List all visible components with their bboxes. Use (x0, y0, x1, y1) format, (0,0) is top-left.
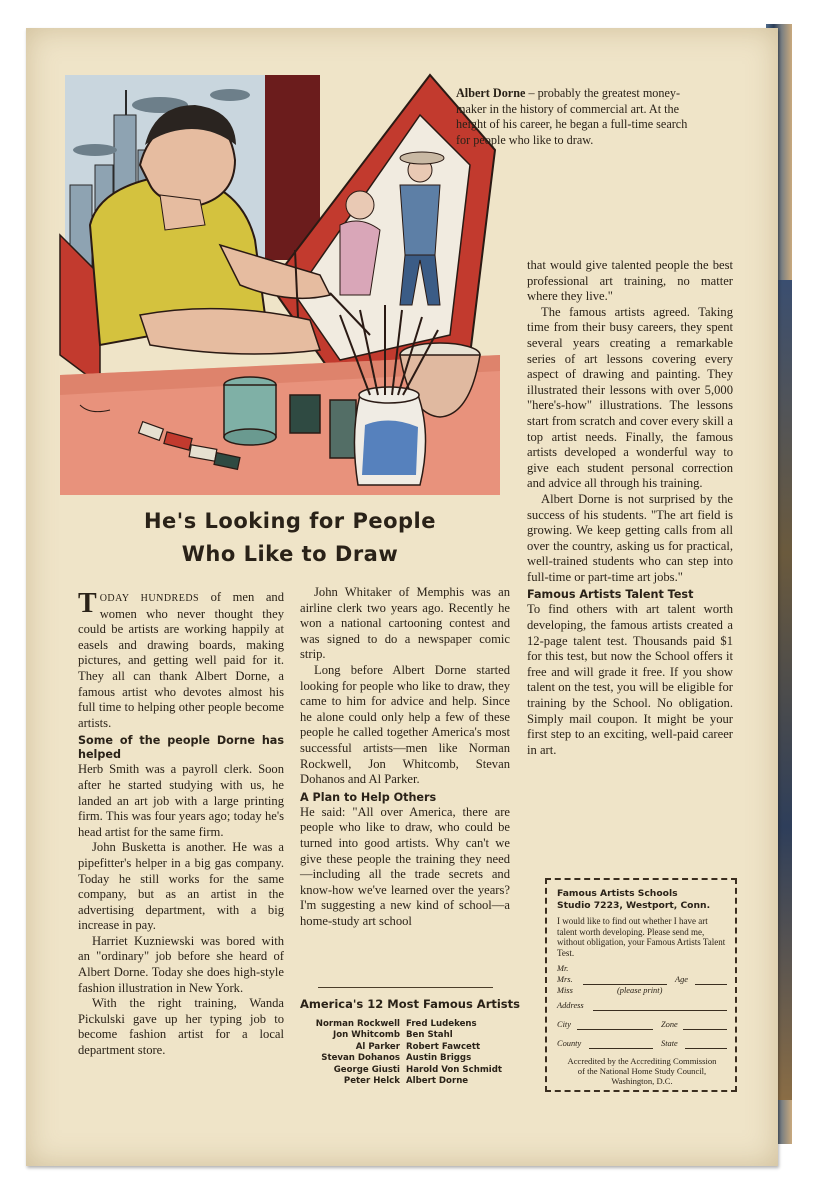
city-zone-field[interactable] (557, 1020, 727, 1031)
paragraph: Harriet Kuzniewski was bored with an "ordinary" job before she heard of Albert Dorne. Today she does high-style fashion illustration in New York. (78, 933, 284, 995)
subhead-people-helped: Some of the people Dorne has helped (78, 734, 284, 762)
paragraph: Albert Dorne is not surprised by the success of his students. "The art field is growing. We keep getting calls from all over the country, asking us for practical, well-trained students who can step into full-time or part-time art jobs." (527, 491, 733, 584)
artist-name: Austin Briggs (406, 1053, 472, 1064)
artist-name: Jon Whitcomb (333, 1030, 400, 1041)
headline-line-1: He's Looking for People (143, 509, 437, 533)
paragraph: John Busketta is another. He was a pipefitter's helper in a big gas company. Today he still works for the same company, but as an artist in the advertising department, with a big increase in pay. (78, 840, 284, 933)
article-column-3 (527, 258, 733, 758)
city-label: City (557, 1020, 571, 1030)
albert-dorne-illustration (40, 55, 500, 495)
article-column-2 (300, 585, 510, 929)
miss-label: Miss (557, 986, 573, 996)
age-label: Age (675, 975, 689, 985)
artist-name: George Giusti (333, 1064, 400, 1075)
paragraph: The famous artists agreed. Taking time from their busy careers, they spent several years creating a remarkable series of art lessons covering every aspect of drawing and painting. They illustrated their lessons with over 5,000 "here's-how" illustrations. The lessons start from scratch and cover every skill a top artist needs. Finally, the famous artists developed a wonderful way to give each student personal correction and advice all through his training. (527, 304, 733, 491)
illustration-caption (456, 86, 696, 148)
intro-paragraph (78, 590, 284, 731)
headline (70, 505, 510, 571)
comic-page-edge-art (778, 280, 792, 1100)
artist-name: Fred Ludekens (406, 1019, 477, 1029)
accreditation-note: Accredited by the Accrediting Commission of the National Home Study Council, Washington, D.C. (567, 1056, 717, 1087)
paragraph: that would give talented people the best professional art training, no matter where they live." (527, 258, 733, 304)
mrs-label: Mrs. (557, 975, 573, 985)
county-state-field[interactable] (557, 1039, 727, 1050)
artist-name: Stevan Dohanos (321, 1053, 400, 1064)
address-field[interactable] (557, 1001, 727, 1012)
caption-name: Albert Dorne (456, 86, 526, 100)
name-field[interactable] (557, 964, 727, 975)
zone-label: Zone (661, 1020, 678, 1030)
paragraph: To find others with art talent worth developing, the famous artists created a 12-page talent test. Thousands paid $1 for this test, but now the School offers it free and will grade it free. If you show talent on the test, you will be eligible for training by the School. No obligation. Simply mail coupon. It might be your first step to an exciting, well-paid career in art. (527, 602, 733, 757)
state-label: State (661, 1039, 678, 1049)
artist-name: Al Parker (355, 1041, 400, 1052)
coupon-studio-address: Studio 7223, Westport, Conn. (557, 899, 711, 911)
artist-name: Robert Fawcett (406, 1041, 481, 1052)
headline-line-2: Who Like to Draw (181, 542, 399, 566)
famous-artists-list (300, 997, 520, 1087)
please-print-label: (please print) (617, 986, 663, 996)
mail-coupon[interactable] (545, 878, 737, 1092)
paragraph: Long before Albert Dorne started looking for people who like to draw, they came to him for advice and help. Since he alone could only help a few of these people he called together America's most successful artists—men like Norman Rockwell, Jon Whitcomb, Stevan Dohanos and Al Parker. (300, 662, 510, 787)
coupon-request-text: I would like to find out whether I have art talent worth developing. Please send me, without obligation, your Famous Artists Talent Test. (557, 916, 726, 958)
artist-name: Norman Rockwell (315, 1019, 400, 1029)
mr-label: Mr. (557, 964, 569, 974)
paragraph: With the right training, Wanda Pickulski gave up her typing job to become fashion artist for a local department store. (78, 996, 284, 1058)
address-label: Address (557, 1001, 584, 1011)
paragraph: Herb Smith was a payroll clerk. Soon after he started studying with us, he landed an art job with a large printing firm. This was four years ago; today he's head artist for the same firm. (78, 762, 284, 839)
artist-name: Ben Stahl (406, 1030, 453, 1041)
subhead-talent-test: Famous Artists Talent Test (527, 588, 694, 602)
paragraph: John Whitaker of Memphis was an airline clerk two years ago. Recently he won a national cartooning contest and was signed to do a newspaper comic strip. (300, 585, 510, 662)
caption-text: – probably the greatest money-maker in the history of commercial art. At the height of his career, he began a full-time search for people who like to draw. (456, 86, 688, 147)
paragraph: He said: "All over America, there are people who like to draw, who could be turned into good artists. Why can't we give these people the training they need—including all the trade secrets and know-how we've learned over the years? I'm suggesting a new kind of school—a home-study art school (300, 804, 510, 928)
artist-name: Peter Helck (343, 1076, 400, 1087)
name-field-row[interactable] (557, 975, 727, 986)
famous-artists-title: America's 12 Most Famous Artists (300, 997, 520, 1011)
drop-cap: T (78, 588, 97, 619)
article-column-1 (78, 590, 284, 1059)
coupon-school-name: Famous Artists Schools (557, 888, 678, 899)
intro-text: of men and women who never thought they could be artists are working happily at easels and drawing boards, making pictures, and getting well paid for it. They all can thank Albert Dorne, a famous artist who devotes almost his full time to helping other people become artists. (78, 590, 285, 730)
divider-rule (318, 987, 493, 988)
county-label: County (557, 1039, 582, 1049)
miss-row (557, 986, 727, 997)
subhead-plan: A Plan to Help Others (300, 790, 437, 804)
intro-small-caps: ODAY HUNDREDS (99, 593, 200, 604)
artist-name: Albert Dorne (406, 1076, 469, 1087)
artist-name: Harold Von Schmidt (406, 1064, 502, 1075)
